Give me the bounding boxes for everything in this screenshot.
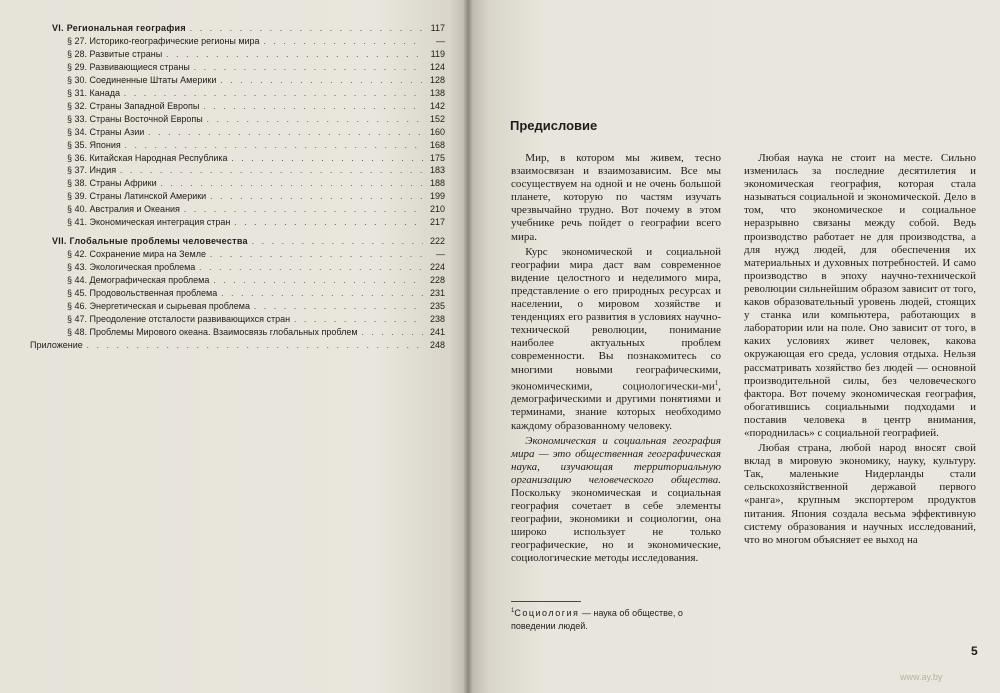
toc-leader-dots <box>210 191 423 203</box>
toc-item <box>67 152 445 164</box>
footnote-rule <box>511 601 581 602</box>
toc-title: VII. Глобальные проблемы человечества <box>52 236 248 247</box>
toc-page-number: 128 <box>429 74 445 85</box>
toc-title: § 38. Страны Африки <box>67 178 157 189</box>
paragraph <box>511 435 721 566</box>
toc-title: § 29. Развивающиеся страны <box>67 61 190 72</box>
paragraph-text: , демографическими и другими понятиями и терминами, знание которых необходимо каждому образованному человеку. <box>511 380 721 432</box>
preface-column-2 <box>744 152 976 547</box>
footnote-mark: 1 <box>511 608 515 614</box>
paragraph: Любая страна, любой народ вносят свой вклад в мировую экономику, науку, культуру. Так, маленькие Нидерланды стали сельскохозяйственной державой первого «ранга», крупным экспортером продуктов питания. Япония создала весьма эффективную систему образования и научных исследований, что во многом объясняет ее выход на <box>744 442 976 546</box>
toc-item <box>67 177 445 189</box>
toc-page-number: 168 <box>429 139 445 150</box>
toc-title: § 30. Соединенные Штаты Америки <box>67 74 217 85</box>
book-gutter <box>463 0 473 693</box>
page-number: 5 <box>971 644 978 658</box>
toc-page-number: — <box>436 35 445 46</box>
paragraph: Любая наука не стоит на месте. Сильно изменилась за последние десятилетия и экономическая география, которая стала называться социальной и экономической. Дело в том, что экономическое и социальное неразрывно связаны между собой. Ведь производство работает не для производства, а для нужд людей, для обеспечения их материальных и духовных потребностей. И само производство в эпоху научно-технической революции сильнейшим образом зависит от того, каков образовательный уровень людей, стоящих у станка или компьютера, работающих в лаборатории или на поле. Оно зависит от того, в каких условиях живет человек, какова окружающая его среда, условия отдыха. Нельзя рассматривать хозяйство без людей — основной производительной силы, без человеческого фактора. Вот почему экономическая география, обогатившись социальными подходами и поставив человека в центр внимания, «породнилась» с социальной географией. <box>744 152 976 439</box>
toc-item <box>67 300 445 312</box>
toc-item <box>67 35 445 47</box>
toc-leader-dots <box>166 49 423 61</box>
toc-page-number: 183 <box>429 165 445 176</box>
toc-item <box>67 100 445 112</box>
watermark: www.ay.by <box>900 672 943 682</box>
toc-item <box>67 87 445 99</box>
toc-leader-dots <box>87 340 423 352</box>
toc-item <box>67 287 445 299</box>
toc-title: § 32. Страны Западной Европы <box>67 100 200 111</box>
toc-page-number: 138 <box>429 87 445 98</box>
footnote-term: Социология <box>514 608 580 618</box>
toc-page-number: 231 <box>429 288 445 298</box>
toc-section <box>52 235 445 247</box>
toc-leader-dots <box>120 165 423 177</box>
toc-leader-dots <box>184 204 423 216</box>
toc-page-number: 235 <box>429 300 445 311</box>
toc-page-number: — <box>436 249 445 260</box>
toc-page-number: 188 <box>429 178 445 189</box>
footnote-ref: 1 <box>714 378 719 387</box>
toc-item <box>67 313 445 325</box>
toc-item <box>67 126 445 138</box>
paragraph-text: Курс экономической и социальной географии мира даст вам современное видение целостного и неделимого мира, представление о его природных ресурсах и населении, о мировом хозяйстве и тенденциях его развития в условиях научно-технической революции, понимание наиболее актуальных проблем современности. Вы познакомитесь со многими новыми географическими, экономическими, социологически-ми <box>511 245 721 393</box>
toc-page-number: 222 <box>429 236 445 247</box>
toc-leader-dots <box>199 262 423 274</box>
toc-leader-dots <box>221 288 423 300</box>
toc-leader-dots <box>125 140 423 152</box>
footnote-text: — наука об обществе, о поведении людей. <box>511 608 683 631</box>
paragraph <box>511 246 721 433</box>
toc-page-number: 175 <box>429 152 445 163</box>
toc-title: Приложение <box>30 339 83 350</box>
toc-page-number: 142 <box>429 100 445 111</box>
toc-item <box>67 113 445 125</box>
toc-title: § 42. Сохранение мира на Земле <box>67 249 206 260</box>
toc-item <box>67 326 445 338</box>
toc-item <box>67 203 445 215</box>
toc-item <box>67 248 445 260</box>
toc-title: § 35. Япония <box>67 139 121 150</box>
toc-page-number: 248 <box>429 339 445 350</box>
toc-item <box>67 216 445 228</box>
toc-leader-dots <box>124 88 423 100</box>
toc-title: § 47. Преодоление отсталости развивающихся стран <box>67 313 291 324</box>
toc-title: § 34. Страны Азии <box>67 126 145 137</box>
toc-item <box>67 74 445 86</box>
toc-title: § 39. Страны Латинской Америки <box>67 191 207 202</box>
toc-item <box>67 164 445 176</box>
toc-page-number: 241 <box>429 326 445 337</box>
toc-title: § 46. Энергетическая и сырьевая проблема <box>67 300 250 311</box>
footnote <box>511 605 721 633</box>
toc-title: § 33. Страны Восточной Европы <box>67 113 203 124</box>
toc-title: § 43. Экологическая проблема <box>67 262 196 273</box>
toc-title: § 41. Экономическая интеграция стран <box>67 217 231 228</box>
toc-item <box>67 139 445 151</box>
preface-column-1 <box>511 152 721 566</box>
toc-page-number: 228 <box>429 275 445 286</box>
paragraph-text: Поскольку экономическая и социальная география сочетает в себе элементы географии, экономики и социологии, она широко использует не только географические, но и экономические, социологические методы исследования. <box>511 487 721 565</box>
toc-leader-dots <box>190 23 423 35</box>
preface-heading: Предисловие <box>510 118 598 133</box>
toc-item <box>67 48 445 60</box>
toc-leader-dots <box>294 314 423 326</box>
toc-leader-dots <box>232 153 423 165</box>
toc-leader-dots <box>203 101 423 113</box>
toc-leader-dots <box>148 127 423 139</box>
toc-page-number: 117 <box>430 23 445 33</box>
toc-page-number: 124 <box>429 61 445 72</box>
toc-leader-dots <box>220 75 423 87</box>
toc-leader-dots <box>207 114 423 126</box>
toc-title: § 37. Индия <box>67 165 117 176</box>
definition-italic: Экономическая и социальная география мира — это общественная географическая наука, изучающая территориальную организацию человеческого общества. <box>511 434 721 486</box>
toc-leader-dots <box>362 327 423 339</box>
toc-title: § 27. Историко-географические регионы мира <box>67 35 260 46</box>
toc-page-number: 119 <box>430 48 445 59</box>
toc-title: § 44. Демографическая проблема <box>67 275 210 286</box>
toc-leader-dots <box>252 236 423 248</box>
toc-title: § 36. Китайская Народная Республика <box>67 152 228 163</box>
toc-leader-dots <box>234 217 423 229</box>
toc-item <box>67 261 445 273</box>
toc-title: § 48. Проблемы Мирового океана. Взаимосвязь глобальных проблем <box>67 326 358 337</box>
paragraph: Мир, в котором мы живем, тесно взаимосвязан и взаимозависим. Все мы сосуществуем на одной и не очень большой планете, которую по частям изучать чрезвычайно трудно. Вот почему в этом учебнике речь пойдет о географии всего мира. <box>511 152 721 243</box>
toc-page-number: 224 <box>429 262 445 273</box>
toc-leader-dots <box>254 301 423 313</box>
toc-item <box>67 274 445 286</box>
toc-page-number: 210 <box>429 204 445 215</box>
toc-title: § 45. Продовольственная проблема <box>67 288 218 298</box>
toc-title: § 40. Австралия и Океания <box>67 204 180 215</box>
toc-page-number: 160 <box>429 126 445 137</box>
toc-section <box>52 22 445 34</box>
toc-leader-dots <box>210 249 423 261</box>
toc-page-number: 238 <box>429 313 445 324</box>
toc-leader-dots <box>161 178 423 190</box>
toc-item <box>67 61 445 73</box>
toc-leader-dots <box>194 62 423 74</box>
toc-title: § 28. Развитые страны <box>67 48 163 59</box>
toc-leader-dots <box>213 275 423 287</box>
toc-appendix <box>30 339 445 351</box>
toc-page-number: 199 <box>429 191 445 202</box>
toc-leader-dots <box>264 36 423 48</box>
toc-page-number: 217 <box>429 217 445 228</box>
toc-title: VI. Региональная география <box>52 23 186 33</box>
toc-page-number: 152 <box>429 113 445 124</box>
toc-title: § 31. Канада <box>67 87 120 98</box>
toc-item <box>67 190 445 202</box>
